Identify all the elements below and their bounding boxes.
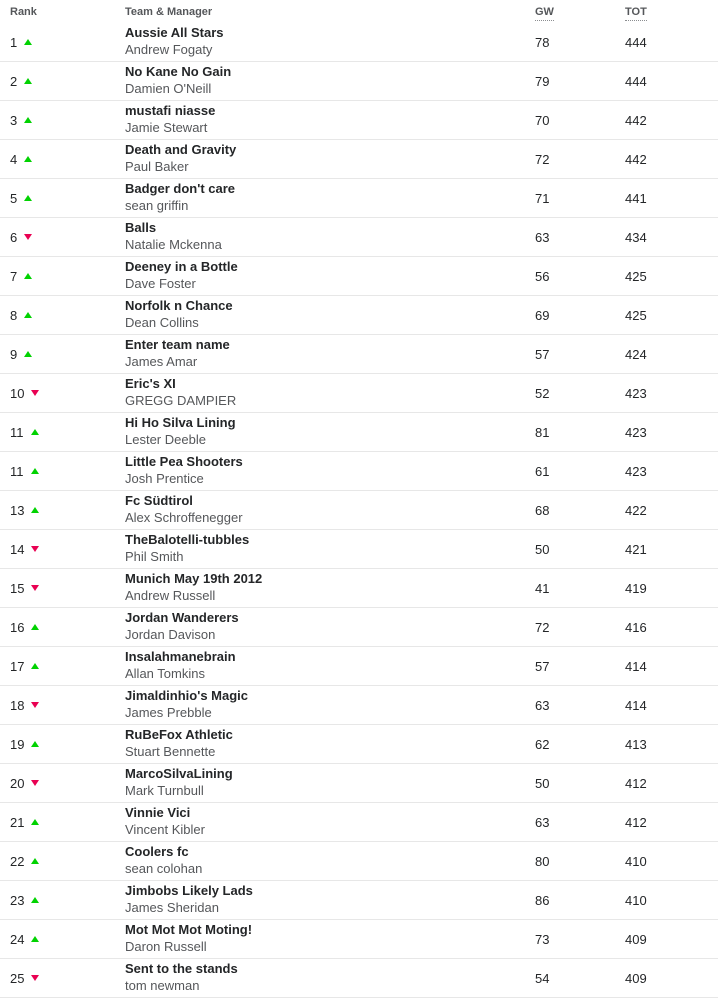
- movement-down-icon: [31, 546, 39, 552]
- rank-number: 20: [10, 775, 25, 791]
- total-points: 419: [625, 580, 647, 596]
- total-points: 409: [625, 931, 647, 947]
- total-points: 410: [625, 892, 647, 908]
- team-name[interactable]: Mot Mot Mot Moting!: [125, 922, 253, 938]
- table-row[interactable]: [0, 569, 718, 608]
- manager-name: Andrew Fogaty: [125, 42, 213, 57]
- table-row[interactable]: [0, 296, 718, 335]
- table-row[interactable]: [0, 959, 718, 998]
- rank-number: 19: [10, 736, 25, 752]
- team-name[interactable]: Death and Gravity: [125, 142, 237, 158]
- table-header-row: [0, 0, 718, 23]
- movement-up-icon: [24, 312, 32, 318]
- gameweek-points: 63: [535, 697, 550, 713]
- movement-up-icon: [31, 507, 39, 513]
- rank-number: 18: [10, 697, 25, 713]
- rank-number: 17: [10, 658, 25, 674]
- manager-name: sean colohan: [125, 861, 203, 876]
- manager-name: GREGG DAMPIER: [125, 393, 237, 408]
- table-row[interactable]: [0, 101, 718, 140]
- table-row[interactable]: [0, 179, 718, 218]
- column-header-rank: Rank: [10, 6, 37, 18]
- gameweek-points: 78: [535, 34, 550, 50]
- total-points: 425: [625, 268, 647, 284]
- team-name[interactable]: Munich May 19th 2012: [125, 571, 263, 587]
- table-row[interactable]: [0, 257, 718, 296]
- movement-up-icon: [24, 156, 32, 162]
- team-name[interactable]: Badger don't care: [125, 181, 236, 197]
- team-name[interactable]: mustafi niasse: [125, 103, 216, 119]
- gameweek-points: 54: [535, 970, 550, 986]
- team-name[interactable]: Norfolk n Chance: [125, 298, 233, 314]
- total-points: 425: [625, 307, 647, 323]
- total-points: 414: [625, 697, 647, 713]
- movement-up-icon: [24, 78, 32, 84]
- table-row[interactable]: [0, 218, 718, 257]
- gameweek-points: 81: [535, 424, 550, 440]
- rank-number: 25: [10, 970, 25, 986]
- gameweek-points: 50: [535, 541, 550, 557]
- total-points: 421: [625, 541, 647, 557]
- table-row[interactable]: [0, 842, 718, 881]
- gameweek-points: 57: [535, 346, 550, 362]
- movement-up-icon: [31, 663, 39, 669]
- total-points: 414: [625, 658, 647, 674]
- gameweek-points: 73: [535, 931, 550, 947]
- rank-number: 3: [10, 112, 18, 128]
- team-name[interactable]: Enter team name: [125, 337, 230, 353]
- manager-name: sean griffin: [125, 198, 189, 213]
- team-name[interactable]: Vinnie Vici: [125, 805, 191, 821]
- total-points: 441: [625, 190, 647, 206]
- team-name[interactable]: Hi Ho Silva Lining: [125, 415, 236, 431]
- movement-down-icon: [31, 702, 39, 708]
- table-row[interactable]: [0, 23, 718, 62]
- team-name[interactable]: Jordan Wanderers: [125, 610, 239, 626]
- manager-name: Damien O'Neill: [125, 81, 212, 96]
- gameweek-points: 70: [535, 112, 550, 128]
- manager-name: Natalie Mckenna: [125, 237, 222, 252]
- table-row[interactable]: [0, 452, 718, 491]
- total-points: 444: [625, 34, 647, 50]
- total-points: 422: [625, 502, 647, 518]
- gameweek-points: 50: [535, 775, 550, 791]
- rank-number: 1: [10, 34, 18, 50]
- rank-number: 21: [10, 814, 25, 830]
- table-row[interactable]: [0, 920, 718, 959]
- total-points: 410: [625, 853, 647, 869]
- table-body: [0, 23, 718, 998]
- manager-name: James Amar: [125, 354, 198, 369]
- table-row[interactable]: [0, 725, 718, 764]
- rank-number: 16: [10, 619, 25, 635]
- manager-name: tom newman: [125, 978, 200, 993]
- movement-up-icon: [31, 819, 39, 825]
- manager-name: Daron Russell: [125, 939, 207, 954]
- manager-name: James Prebble: [125, 705, 212, 720]
- movement-up-icon: [31, 936, 39, 942]
- rank-number: 8: [10, 307, 18, 323]
- movement-down-icon: [31, 585, 39, 591]
- manager-name: Paul Baker: [125, 159, 189, 174]
- team-name[interactable]: Jimaldinhio's Magic: [125, 688, 249, 704]
- movement-up-icon: [24, 351, 32, 357]
- table-row[interactable]: [0, 647, 718, 686]
- movement-up-icon: [31, 741, 39, 747]
- rank-number: 13: [10, 502, 25, 518]
- total-points: 412: [625, 775, 647, 791]
- table-row[interactable]: [0, 881, 718, 920]
- gameweek-points: 63: [535, 814, 550, 830]
- team-name[interactable]: Aussie All Stars: [125, 25, 224, 41]
- team-name[interactable]: MarcoSilvaLining: [125, 766, 233, 782]
- table-row[interactable]: [0, 413, 718, 452]
- gameweek-points: 68: [535, 502, 550, 518]
- total-points: 442: [625, 151, 647, 167]
- table-row[interactable]: [0, 764, 718, 803]
- movement-down-icon: [31, 780, 39, 786]
- rank-number: 4: [10, 151, 18, 167]
- total-points: 423: [625, 424, 647, 440]
- team-name[interactable]: Eric's XI: [125, 376, 176, 392]
- rank-number: 11: [10, 424, 24, 440]
- total-points: 409: [625, 970, 647, 986]
- rank-number: 10: [10, 385, 25, 401]
- manager-name: Stuart Bennette: [125, 744, 216, 759]
- table-row[interactable]: [0, 530, 718, 569]
- manager-name: Dean Collins: [125, 315, 199, 330]
- movement-up-icon: [24, 195, 32, 201]
- gameweek-points: 72: [535, 619, 550, 635]
- total-points: 412: [625, 814, 647, 830]
- total-points: 444: [625, 73, 647, 89]
- team-name[interactable]: Deeney in a Bottle: [125, 259, 238, 275]
- gameweek-points: 57: [535, 658, 550, 674]
- rank-number: 5: [10, 190, 18, 206]
- gameweek-points: 56: [535, 268, 550, 284]
- column-header-gw: GW: [535, 6, 554, 21]
- gameweek-points: 69: [535, 307, 550, 323]
- gameweek-points: 80: [535, 853, 550, 869]
- movement-up-icon: [31, 429, 39, 435]
- gameweek-points: 41: [535, 580, 550, 596]
- column-header-tot: TOT: [625, 6, 647, 21]
- movement-up-icon: [31, 468, 39, 474]
- rank-number: 24: [10, 931, 25, 947]
- manager-name: Lester Deeble: [125, 432, 206, 447]
- gameweek-points: 62: [535, 736, 550, 752]
- column-header-team-manager: Team & Manager: [125, 6, 213, 18]
- movement-up-icon: [31, 858, 39, 864]
- manager-name: Mark Turnbull: [125, 783, 204, 798]
- gameweek-points: 71: [535, 190, 550, 206]
- movement-up-icon: [24, 117, 32, 123]
- manager-name: Josh Prentice: [125, 471, 204, 486]
- table-row[interactable]: [0, 491, 718, 530]
- movement-down-icon: [24, 234, 32, 240]
- manager-name: Alex Schroffenegger: [125, 510, 243, 525]
- table-row[interactable]: [0, 140, 718, 179]
- team-name[interactable]: Little Pea Shooters: [125, 454, 243, 470]
- rank-number: 9: [10, 346, 18, 362]
- gameweek-points: 52: [535, 385, 550, 401]
- team-name[interactable]: Jimbobs Likely Lads: [125, 883, 253, 899]
- total-points: 434: [625, 229, 647, 245]
- rank-number: 23: [10, 892, 25, 908]
- manager-name: Jamie Stewart: [125, 120, 208, 135]
- team-name[interactable]: Insalahmanebrain: [125, 649, 236, 665]
- table-row[interactable]: [0, 608, 718, 647]
- total-points: 416: [625, 619, 647, 635]
- total-points: 442: [625, 112, 647, 128]
- team-name[interactable]: RuBeFox Athletic: [125, 727, 233, 743]
- manager-name: Allan Tomkins: [125, 666, 205, 681]
- table-row[interactable]: [0, 62, 718, 101]
- manager-name: Andrew Russell: [125, 588, 216, 603]
- table-row[interactable]: [0, 686, 718, 725]
- table-row[interactable]: [0, 335, 718, 374]
- rank-number: 15: [10, 580, 25, 596]
- manager-name: James Sheridan: [125, 900, 219, 915]
- team-name[interactable]: Sent to the stands: [125, 961, 238, 977]
- gameweek-points: 72: [535, 151, 550, 167]
- movement-down-icon: [31, 975, 39, 981]
- gameweek-points: 79: [535, 73, 550, 89]
- rank-number: 7: [10, 268, 18, 284]
- movement-up-icon: [31, 624, 39, 630]
- team-name[interactable]: Coolers fc: [125, 844, 189, 860]
- movement-up-icon: [24, 273, 32, 279]
- movement-down-icon: [31, 390, 39, 396]
- manager-name: Dave Foster: [125, 276, 196, 291]
- total-points: 423: [625, 463, 647, 479]
- rank-number: 11: [10, 463, 24, 479]
- manager-name: Vincent Kibler: [125, 822, 205, 837]
- rank-number: 2: [10, 73, 18, 89]
- rank-number: 14: [10, 541, 25, 557]
- team-name[interactable]: Fc Südtirol: [125, 493, 193, 509]
- movement-up-icon: [24, 39, 32, 45]
- team-name[interactable]: Balls: [125, 220, 157, 236]
- team-name[interactable]: No Kane No Gain: [125, 64, 232, 80]
- manager-name: Phil Smith: [125, 549, 184, 564]
- rank-number: 22: [10, 853, 25, 869]
- gameweek-points: 61: [535, 463, 550, 479]
- table-row[interactable]: [0, 374, 718, 413]
- total-points: 424: [625, 346, 647, 362]
- manager-name: Jordan Davison: [125, 627, 216, 642]
- total-points: 423: [625, 385, 647, 401]
- gameweek-points: 86: [535, 892, 550, 908]
- movement-up-icon: [31, 897, 39, 903]
- total-points: 413: [625, 736, 647, 752]
- rank-number: 6: [10, 229, 18, 245]
- team-name[interactable]: TheBalotelli-tubbles: [125, 532, 250, 548]
- gameweek-points: 63: [535, 229, 550, 245]
- table-row[interactable]: [0, 803, 718, 842]
